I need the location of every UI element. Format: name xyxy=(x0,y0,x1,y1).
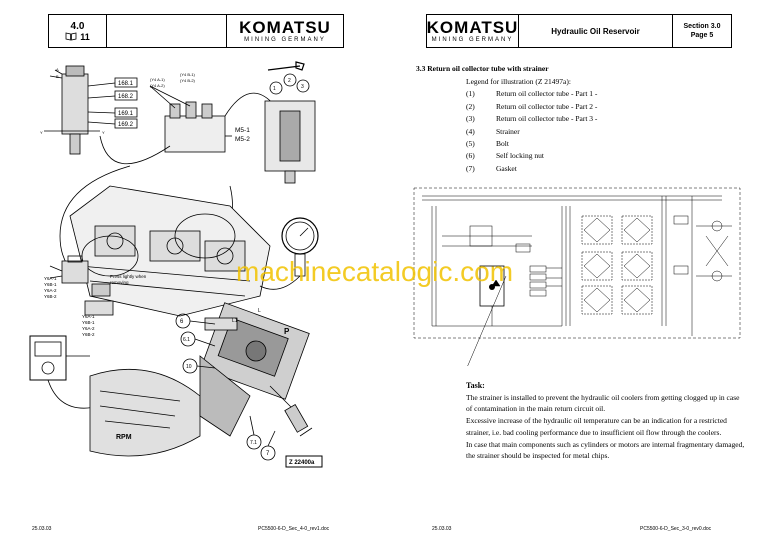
drawing-ref: Z 22400a xyxy=(289,460,315,466)
callout-p: P xyxy=(284,327,290,336)
header-page: Page 5 xyxy=(690,32,714,39)
watermark: machinecatalogic.com xyxy=(236,256,514,287)
header-section: Section 3.0 xyxy=(683,23,721,30)
legend-item: (3) Return oil collector tube - Part 3 - xyxy=(466,114,598,124)
task-paragraph: In case that main components such as cylinders or motors are internal fragmentary damaged, the strainer should be inspected for metal chips. xyxy=(466,439,745,461)
callout-m5-2: M5-2 xyxy=(235,136,250,143)
section-cell xyxy=(49,15,107,47)
book-icon xyxy=(65,32,77,41)
label-l: L xyxy=(258,308,261,314)
valve-label-y4b1: (Y4 B-1) xyxy=(180,72,195,77)
right-footer-file: PC5500-6-D_Sec_3-0_rev0.doc xyxy=(640,526,712,532)
connector-label: Y6A-2 xyxy=(82,326,95,331)
label-l1: L1 xyxy=(232,318,238,324)
connector-label: Y6B-2 xyxy=(82,332,95,337)
press-note: Press lightly when removing xyxy=(110,274,147,285)
callout-6-1: 6.1 xyxy=(183,337,190,343)
legend-item: (2) Return oil collector tube - Part 2 - xyxy=(466,101,598,111)
connector-label: Y6A-1 xyxy=(44,276,57,281)
right-footer-date: 25.03.03 xyxy=(432,526,452,532)
callout-168-1: 168.1 xyxy=(118,81,134,87)
label-y-right: Y xyxy=(102,130,105,135)
connector-label: Y6B-2 xyxy=(44,294,57,299)
callout-1: 1 xyxy=(273,86,276,92)
connector-label: Y6A-2 xyxy=(44,288,57,293)
legend-item: (1) Return oil collector tube - Part 1 - xyxy=(466,89,598,99)
callout-3: 3 xyxy=(301,84,304,90)
label-b: B xyxy=(56,74,59,79)
valve-label-y4a2: (Y4 A-2) xyxy=(150,83,165,88)
header-title: Hydraulic Oil Reservoir xyxy=(519,15,673,47)
callout-7-1: 7.1 xyxy=(250,440,257,446)
page-number: 11 xyxy=(80,31,90,42)
legend-item: (4) Strainer xyxy=(466,126,520,136)
callout-168-2: 168.2 xyxy=(118,94,134,100)
legend-item: (7) Gasket xyxy=(466,163,517,173)
callout-m5-1: M5-1 xyxy=(235,127,250,134)
komatsu-logo: KOMATSU MINING GERMANY xyxy=(239,17,331,43)
callout-169-1: 169.1 xyxy=(118,111,134,117)
section-number: 4.0 xyxy=(70,20,85,32)
rpm-label: RPM xyxy=(116,434,132,441)
left-footer-file: PC5500-6-D_Sec_4-0_rev1.doc xyxy=(258,526,330,532)
valve-label-y4b2: (Y4 B-2) xyxy=(180,78,195,83)
connector-label: Y6B-1 xyxy=(44,282,57,287)
legend-intro: Legend for illustration (Z 21497a): xyxy=(466,77,571,86)
callout-2: 2 xyxy=(288,78,291,84)
connector-label: Y6B-1 xyxy=(82,320,95,325)
valve-label-y4a1: (Y4 A-1) xyxy=(150,77,165,82)
callout-7: 7 xyxy=(266,451,270,457)
callout-169-2: 169.2 xyxy=(118,122,134,128)
callout-6: 6 xyxy=(180,319,184,325)
hydraulic-pump-illustration xyxy=(0,56,384,526)
task-paragraph: The strainer is installed to prevent the hydraulic oil coolers from getting clogged up in case of contamination in the main return circuit oil. xyxy=(466,392,740,414)
connector-label: Y6A-1 xyxy=(82,314,95,319)
right-header xyxy=(426,14,732,48)
komatsu-logo: KOMATSU MINING GERMANY xyxy=(427,15,519,47)
legend-item: (6) Self locking nut xyxy=(466,151,544,161)
legend xyxy=(466,76,726,175)
callout-10: 10 xyxy=(186,364,192,370)
label-a: A xyxy=(56,67,59,72)
label-y-left: Y xyxy=(40,130,43,135)
task-section xyxy=(466,380,746,462)
left-footer-date: 25.03.03 xyxy=(32,526,52,532)
section-heading: 3.3 Return oil collector tube with strainer xyxy=(416,64,549,73)
legend-item: (5) Bolt xyxy=(466,139,509,149)
task-heading: Task: xyxy=(466,381,485,390)
task-paragraph: Excessive increase of the hydraulic oil temperature can be an indication for a restricted strainer, i.e. bad cooling performance due to insufficient oil flow through the coolers. xyxy=(466,416,727,437)
left-header xyxy=(48,14,344,48)
